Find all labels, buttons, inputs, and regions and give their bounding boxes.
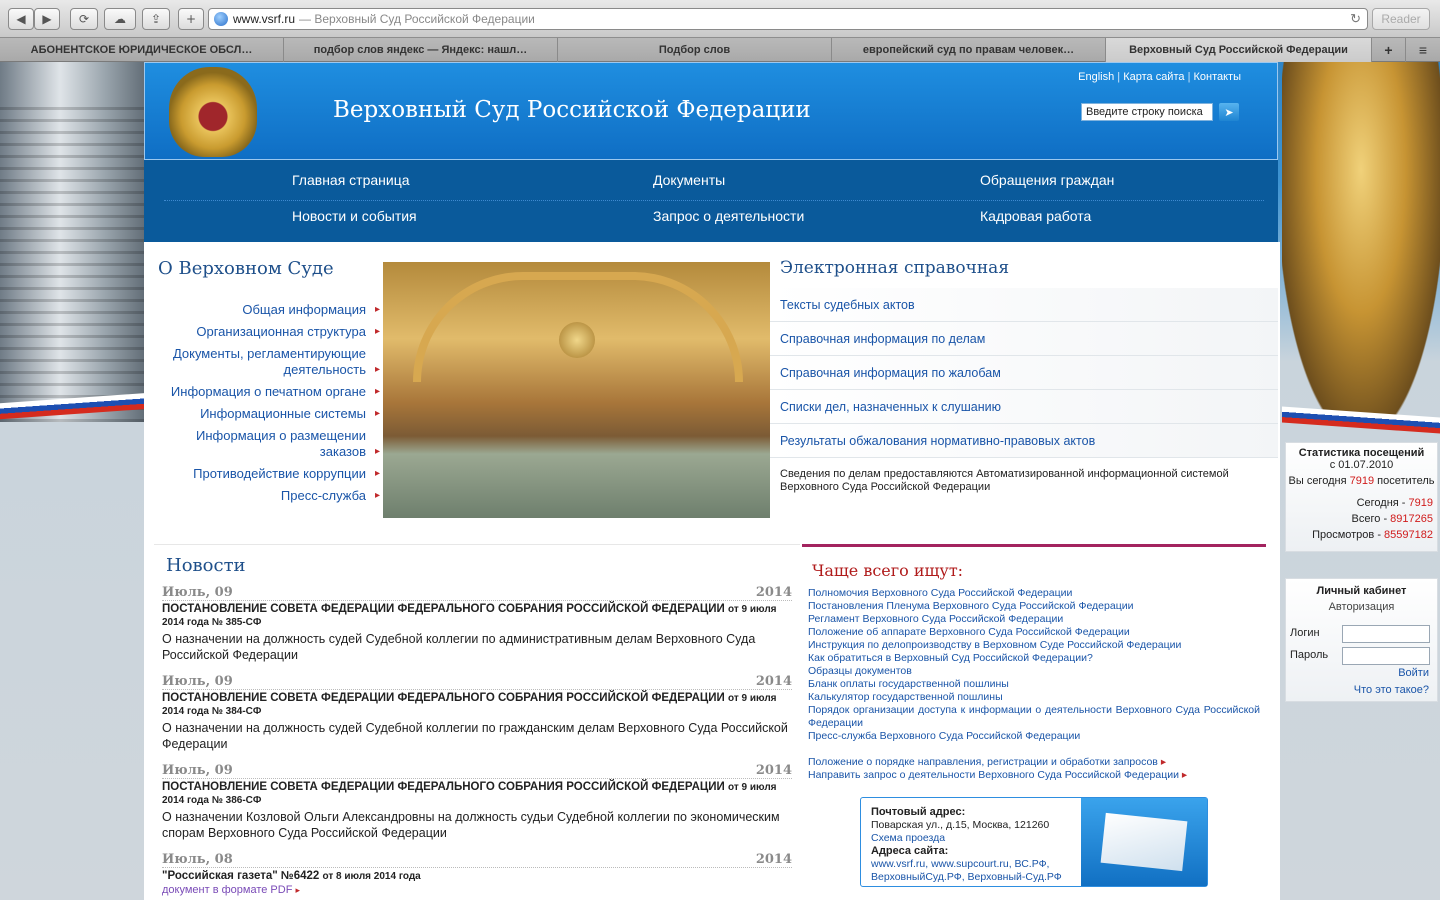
what-is-this-link[interactable]: Что это такое? [1353,684,1429,696]
courtroom-photo [383,262,770,518]
tab-2[interactable]: подбор слов яндекс — Яндекс: нашл… [284,38,558,62]
news-sub: от 9 июля 2014 года № 386-СФ [162,782,777,806]
tab-1[interactable]: АБОНЕНТСКОЕ ЮРИДИЧЕСКОЕ ОБСЛ… [0,38,284,62]
search-arrow-icon[interactable]: ➤ [1219,103,1239,121]
address-box [860,797,1208,887]
stat-row: Сегодня - 7919 [1356,497,1433,509]
news-date: Июль, 08 [162,852,233,867]
postal-address: Поварская ул., д.15, Москва, 121260 [871,819,1050,831]
arrow-icon: ▸ [295,885,301,895]
reader-button[interactable]: Reader [1372,8,1430,30]
about-item[interactable]: Документы, регламентирующие деятельность ▸ [158,346,380,378]
about-item[interactable]: Общая информация ▸ [158,302,380,318]
news-text: О назначении на должность судей Судебной коллегии по гражданским делам Верховного Суда Российской Федерации [162,721,788,751]
news-sub: от 8 июля 2014 года [322,871,421,882]
icloud-icon[interactable]: ☁ [104,8,136,30]
login-label: Логин [1290,627,1320,639]
popular-link[interactable]: Образцы документов [808,665,912,677]
cabinet-title: Личный кабинет [1316,585,1407,597]
news-date: Июль, 09 [162,674,233,689]
pdf-link[interactable]: документ в формате PDF [162,884,293,896]
news-item [162,852,792,896]
popular-link[interactable]: Инструкция по делопроизводству в Верховном Суде Российской Федерации [808,639,1182,651]
history-icon[interactable]: ⟳ [70,8,98,30]
popular-list [808,587,1260,782]
share-icon[interactable]: ⇪ [142,8,170,30]
add-bookmark-button[interactable]: + [178,8,204,30]
themis-statue-image [1282,62,1440,422]
content-area [144,242,1280,900]
popular-link[interactable]: Полномочия Верховного Суда Российской Федерации [808,587,1073,599]
popular-title: Чаще всего ищут: [812,561,964,580]
news-date: Июль, 09 [162,585,233,600]
back-button[interactable]: ◀ [8,8,34,30]
password-label: Пароль [1290,649,1329,661]
login-button[interactable]: Войти [1398,667,1429,679]
tab-4[interactable]: европейский суд по правам человек… [832,38,1106,62]
popular-link[interactable]: Порядок организации доступа к информации о деятельности Верховного Суда Российской Федерации [808,704,1260,729]
reference-item[interactable]: Тексты судебных актов [770,288,1278,322]
request-rules-link[interactable]: Положение о порядке направления, регистрации и обработки запросов ▸ [808,756,1167,768]
nav-request[interactable]: Запрос о деятельности [653,208,805,224]
tab-3[interactable]: Подбор слов [558,38,832,62]
reference-note: Сведения по делам предоставляются Автоматизированной информационной системой Верховного Суда Российской Федерации [780,468,1229,493]
tab-bar [0,38,1440,62]
news-date: Июль, 09 [162,763,233,778]
forward-button[interactable]: ▶ [34,8,60,30]
popular-link[interactable]: Как обратиться в Верховный Суд Российской Федерации? [808,652,1093,664]
nav-news[interactable]: Новости и события [292,208,417,224]
arrow-icon: ▸ [1160,756,1167,768]
reference-title: Электронная справочная [780,258,1010,278]
about-item[interactable]: Информация о печатном органе ▸ [158,384,380,400]
about-title: О Верховном Суде [158,258,334,279]
news-year: 2014 [755,852,792,867]
stat-row: Просмотров - 85597182 [1312,529,1433,541]
news-item [162,585,792,663]
popular-link[interactable]: Бланк оплаты государственной пошлины [808,678,1009,690]
reference-item[interactable]: Справочная информация по жалобам [770,356,1278,390]
reference-item[interactable]: Справочная информация по делам [770,322,1278,356]
popular-link[interactable]: Положение об аппарате Верховного Суда Российской Федерации [808,626,1130,638]
popular-link[interactable]: Пресс-служба Верховного Суда Российской Федерации [808,730,1081,742]
new-tab-button[interactable]: + [1372,38,1406,62]
reload-icon[interactable]: ↻ [1350,11,1361,26]
password-input[interactable] [1342,647,1430,665]
about-item[interactable]: Организационная структура ▸ [158,324,380,340]
popular-link[interactable]: Постановления Пленума Верховного Суда Российской Федерации [808,600,1134,612]
about-item[interactable]: Пресс-служба ▸ [158,488,380,504]
news-sub: от 9 июля 2014 года № 385-СФ [162,604,777,628]
nav-appeals[interactable]: Обращения граждан [980,172,1115,188]
visit-stats: Статистика посещений с 01.07.2010 Вы сегодня 7919 посетитель Сегодня - 7919 Всего - 8917265 Просмотров - 85597182 [1285,442,1438,552]
nav-home[interactable]: Главная страница [292,172,410,188]
url-text: www.vsrf.ru [233,12,296,26]
about-item[interactable]: Информация о размещении заказов ▸ [158,428,380,460]
news-headline[interactable]: ПОСТАНОВЛЕНИЕ СОВЕТА ФЕДЕРАЦИИ ФЕДЕРАЛЬНОГО СОБРАНИЯ РОССИЙСКОЙ ФЕДЕРАЦИИ [162,781,725,793]
news-text: О назначении на должность судей Судебной коллегии по административным делам Верховного Суда Российской Федерации [162,632,756,662]
stats-since: с 01.07.2010 [1329,459,1394,471]
popular-link[interactable]: Калькулятор государственной пошлины [808,691,1003,703]
page-title-text: — Верховный Суд Российской Федерации [299,12,535,26]
browser-toolbar [0,0,1440,38]
search-input[interactable]: Введите строку поиска [1081,103,1213,121]
stats-title: Статистика посещений [1298,447,1425,459]
news-title: Новости [166,555,246,576]
news-text: О назначении Козловой Ольги Александровны на должность судьи Судебной коллегии по экономическим спорам Верховного Суда Российской Федерации [162,810,780,840]
sites-label: Адреса сайта: [871,845,949,857]
english-link[interactable]: English [1078,71,1115,83]
globe-icon [214,12,228,26]
nav-documents[interactable]: Документы [653,172,726,188]
news-sub: от 9 июля 2014 года № 384-СФ [162,693,777,717]
tab-active[interactable]: Верховный Суд Российской Федерации [1106,38,1372,62]
news-year: 2014 [755,585,792,600]
today-visitor-num: 7919 [1349,475,1375,487]
envelope-icon[interactable] [1081,798,1207,886]
reference-item[interactable]: Списки дел, назначенных к слушанию [770,390,1278,424]
popular-link[interactable]: Регламент Верховного Суда Российской Федерации [808,613,1064,625]
news-headline[interactable]: ПОСТАНОВЛЕНИЕ СОВЕТА ФЕДЕРАЦИИ ФЕДЕРАЛЬНОГО СОБРАНИЯ РОССИЙСКОЙ ФЕДЕРАЦИИ [162,692,725,704]
news-year: 2014 [755,674,792,689]
site-links[interactable]: www.vsrf.ru, www.supcourt.ru, ВС.РФ, [871,858,1050,870]
news-headline[interactable]: ПОСТАНОВЛЕНИЕ СОВЕТА ФЕДЕРАЦИИ ФЕДЕРАЛЬНОГО СОБРАНИЯ РОССИЙСКОЙ ФЕДЕРАЦИИ [162,603,725,615]
address-bar[interactable] [208,8,1368,30]
directions-link[interactable]: Схема проезда [871,832,946,844]
about-menu [158,302,380,510]
reference-list [770,288,1278,458]
nav-divider [164,200,1264,201]
contacts-link[interactable]: Контакты [1193,71,1241,83]
sitemap-link[interactable]: Карта сайта [1123,71,1185,83]
about-item[interactable]: Противодействие коррупции ▸ [158,466,380,482]
site-title: Верховный Суд Российской Федерации [333,97,811,123]
court-building-image [0,62,150,422]
tab-overview-icon[interactable]: ≡ [1418,42,1428,58]
main-nav [144,160,1278,242]
send-request-link[interactable]: Направить запрос о деятельности Верховного Суда Российской Федерации ▸ [808,769,1188,781]
news-item [162,763,792,841]
web-page [0,62,1440,900]
personal-cabinet [1285,578,1438,702]
site-links[interactable]: ВерховныйСуд.РФ, Верховный-Суд.РФ [871,871,1062,883]
popular-section [802,544,1266,900]
nav-personnel[interactable]: Кадровая работа [980,208,1092,224]
news-headline[interactable]: "Российская газета" №6422 [162,870,320,882]
postal-label: Почтовый адрес: [871,806,966,818]
reference-item[interactable]: Результаты обжалования нормативно-правовых актов [770,424,1278,458]
site-header [144,62,1278,160]
top-links: English | Карта сайта | Контакты [1078,71,1241,83]
cabinet-subtitle: Авторизация [1328,601,1395,613]
news-year: 2014 [755,763,792,778]
login-input[interactable] [1342,625,1430,643]
news-item [162,674,792,752]
coat-of-arms-logo[interactable] [169,67,257,157]
about-item[interactable]: Информационные системы ▸ [158,406,380,422]
news-section [154,544,800,900]
arrow-icon: ▸ [1181,769,1188,781]
stat-row: Всего - 8917265 [1351,513,1433,525]
